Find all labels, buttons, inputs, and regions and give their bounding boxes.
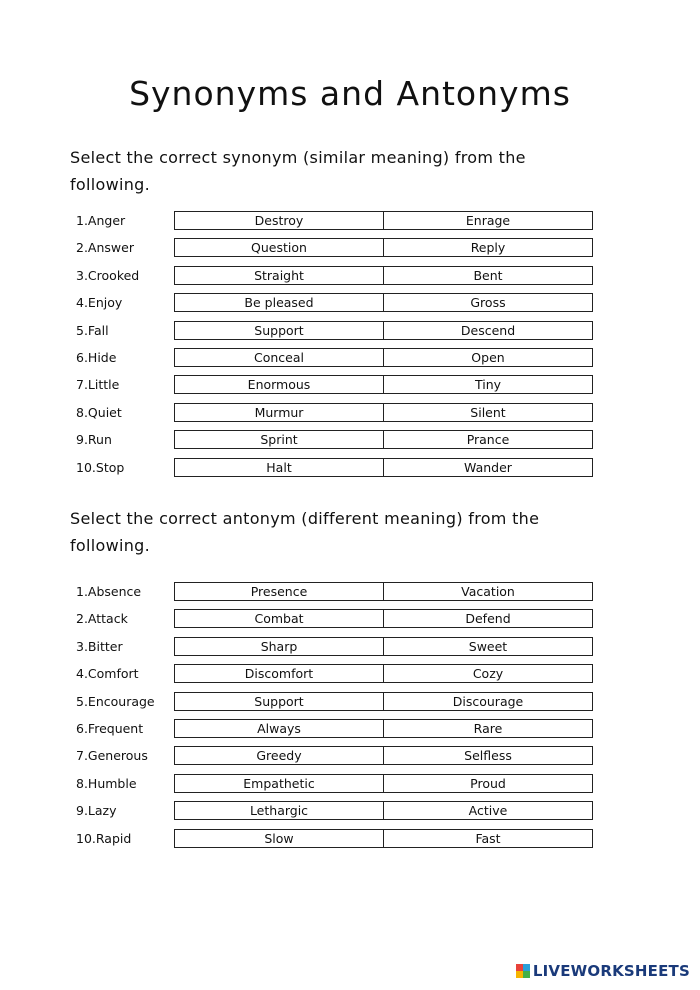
synonym-option-1-button[interactable]: Be pleased <box>174 293 384 312</box>
synonym-option-2-button[interactable]: Reply <box>383 238 593 257</box>
synonym-word-label: 6.Hide <box>76 350 117 365</box>
synonym-word-label: 7.Little <box>76 377 120 393</box>
synonym-row <box>0 266 700 285</box>
antonym-word-label: 4.Comfort <box>76 666 139 682</box>
antonym-word-label: 1.Absence <box>76 584 142 599</box>
synonym-option-1-button[interactable]: Murmur <box>174 403 384 422</box>
antonym-row <box>0 801 700 820</box>
synonym-instruction-line2: following. <box>70 175 151 194</box>
antonym-option-1-button[interactable]: Sharp <box>174 637 384 656</box>
synonym-row <box>0 211 700 230</box>
antonym-option-1-button[interactable]: Lethargic <box>174 801 384 820</box>
antonym-row <box>0 609 700 628</box>
antonym-word-label: 8.Humble <box>76 775 137 791</box>
brand-footer <box>516 962 690 980</box>
page-title: Synonyms and Antonyms <box>129 74 571 113</box>
synonym-option-1-button[interactable]: Support <box>174 321 384 340</box>
antonym-option-1-button[interactable]: Empathetic <box>174 774 384 793</box>
antonym-option-1-button[interactable]: Combat <box>174 609 384 628</box>
synonym-option-2-button[interactable]: Bent <box>383 266 593 285</box>
antonym-option-1-button[interactable]: Always <box>174 719 384 738</box>
antonym-option-2-button[interactable]: Proud <box>383 774 593 793</box>
synonym-option-1-button[interactable]: Halt <box>174 458 384 477</box>
synonym-option-2-button[interactable]: Prance <box>383 430 593 449</box>
antonym-word-label: 6.Frequent <box>76 721 144 736</box>
antonym-word-label: 5.Encourage <box>76 693 155 709</box>
antonym-option-2-button[interactable]: Rare <box>383 719 593 738</box>
synonym-option-1-button[interactable]: Question <box>174 238 384 257</box>
antonym-option-1-button[interactable]: Discomfort <box>174 664 384 683</box>
antonym-option-2-button[interactable]: Vacation <box>383 582 593 601</box>
synonym-word-label: 4.Enjoy <box>76 295 123 311</box>
antonym-row <box>0 637 700 656</box>
antonym-row <box>0 746 700 765</box>
antonym-instructions <box>70 505 630 559</box>
synonym-row <box>0 375 700 394</box>
synonym-word-label: 5.Fall <box>76 322 109 338</box>
synonym-row <box>0 238 700 257</box>
synonym-row <box>0 321 700 340</box>
synonym-option-2-button[interactable]: Enrage <box>383 211 593 230</box>
brand-name: LIVEWORKSHEETS <box>532 962 690 980</box>
antonym-option-2-button[interactable]: Sweet <box>383 637 593 656</box>
synonym-option-1-button[interactable]: Sprint <box>174 430 384 449</box>
synonym-word-label: 8.Quiet <box>76 404 122 420</box>
synonym-row <box>0 403 700 422</box>
synonym-row <box>0 430 700 449</box>
antonym-option-1-button[interactable]: Slow <box>174 829 384 848</box>
antonym-row <box>0 719 700 738</box>
synonym-instruction-line1: Select the correct synonym (similar meaning) from the <box>70 148 526 167</box>
antonym-row <box>0 774 700 793</box>
antonym-word-label: 10.Rapid <box>76 830 132 846</box>
antonym-option-1-button[interactable]: Greedy <box>174 746 384 765</box>
synonym-option-1-button[interactable]: Conceal <box>174 348 384 367</box>
antonym-option-2-button[interactable]: Selfless <box>383 746 593 765</box>
synonym-option-2-button[interactable]: Tiny <box>383 375 593 394</box>
antonym-word-label: 7.Generous <box>76 748 148 764</box>
synonym-row <box>0 293 700 312</box>
synonym-row <box>0 348 700 367</box>
synonym-word-label: 1.Anger <box>76 213 126 228</box>
synonym-word-label: 2.Answer <box>76 240 134 256</box>
synonym-word-label: 3.Crooked <box>76 267 140 283</box>
synonym-word-label: 10.Stop <box>76 459 125 475</box>
antonym-row <box>0 664 700 683</box>
antonym-option-1-button[interactable]: Presence <box>174 582 384 601</box>
antonym-instruction-line2: following. <box>70 536 151 555</box>
antonym-row <box>0 582 700 601</box>
antonym-word-label: 3.Bitter <box>76 638 123 654</box>
antonym-word-label: 2.Attack <box>76 611 128 627</box>
synonym-option-2-button[interactable]: Descend <box>383 321 593 340</box>
antonym-option-2-button[interactable]: Cozy <box>383 664 593 683</box>
synonym-option-2-button[interactable]: Wander <box>383 458 593 477</box>
antonym-option-2-button[interactable]: Defend <box>383 609 593 628</box>
liveworksheets-logo-icon <box>516 964 530 978</box>
synonym-option-1-button[interactable]: Straight <box>174 266 384 285</box>
antonym-option-2-button[interactable]: Discourage <box>383 692 593 711</box>
synonym-option-2-button[interactable]: Silent <box>383 403 593 422</box>
synonym-option-1-button[interactable]: Enormous <box>174 375 384 394</box>
synonym-option-1-button[interactable]: Destroy <box>174 211 384 230</box>
antonym-option-1-button[interactable]: Support <box>174 692 384 711</box>
antonym-instruction-line1: Select the correct antonym (different meaning) from the <box>70 509 540 528</box>
antonym-option-2-button[interactable]: Active <box>383 801 593 820</box>
synonym-word-label: 9.Run <box>76 432 112 448</box>
antonym-option-2-button[interactable]: Fast <box>383 829 593 848</box>
synonym-instructions <box>70 144 630 198</box>
synonym-option-2-button[interactable]: Gross <box>383 293 593 312</box>
antonym-row <box>0 829 700 848</box>
synonym-option-2-button[interactable]: Open <box>383 348 593 367</box>
antonym-row <box>0 692 700 711</box>
antonym-word-label: 9.Lazy <box>76 803 117 819</box>
synonym-row <box>0 458 700 477</box>
